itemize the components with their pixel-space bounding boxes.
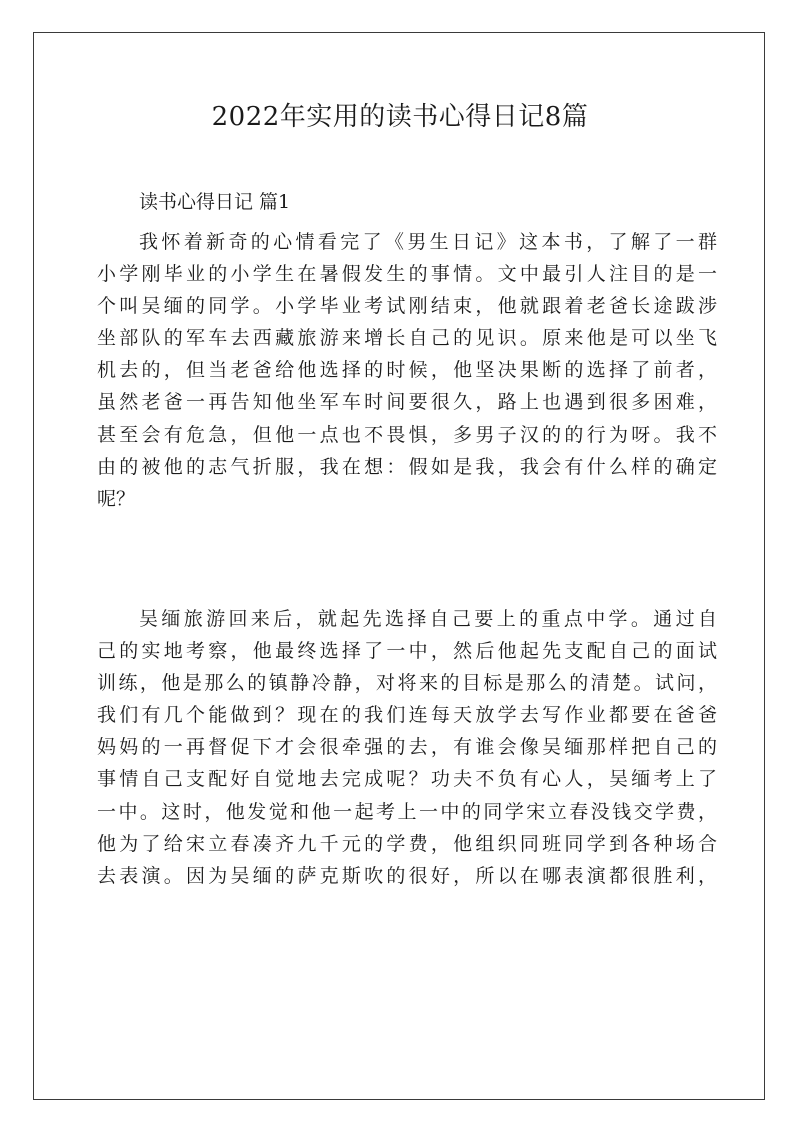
text-line: 小学刚毕业的小学生在暑假发生的事情。文中最引人注目的是一 [97,263,717,286]
text-line: 我怀着新奇的心情看完了《男生日记》这本书，了解了一群 [139,231,717,253]
text-line: 吴缅旅游回来后，就起先选择自己要上的重点中学。通过自 [139,608,717,630]
text-line: 甚至会有危急，但他一点也不畏惧，多男子汉的的行为呀。我不 [97,423,717,446]
text-line: 由的被他的志气折服，我在想：假如是我，我会有什么样的确定 [97,455,717,478]
document-title: 2022年实用的读书心得日记8篇 [211,102,589,132]
text-line: 坐部队的军车去西藏旅游来增长自己的见识。原来他是可以坐飞 [97,327,717,350]
paragraph-2 [97,603,717,892]
text-line: 去表演。因为吴缅的萨克斯吹的很好，所以在哪表演都很胜利， [97,864,717,887]
text-line: 虽然老爸一再告知他坐军车时间要很久，路上也遇到很多困难， [97,391,717,414]
text-line: 事情自己支配好自觉地去完成呢？功夫不负有心人，吴缅考上了 [97,768,717,791]
text-line: 一中。这时，他发觉和他一起考上一中的同学宋立春没钱交学费， [97,800,717,823]
text-line: 个叫吴缅的同学。小学毕业考试刚结束，他就跟着老爸长途跋涉 [97,295,717,318]
text-line: 呢？ [97,487,136,510]
text-line: 机去的，但当老爸给他选择的时候，他坚决果断的选择了前者， [97,359,717,382]
text-line: 训练，他是那么的镇静冷静，对将来的目标是那么的清楚。试问， [97,672,717,695]
text-line: 妈妈的一再督促下才会很牵强的去，有谁会像吴缅那样把自己的 [97,736,717,759]
text-line: 我们有几个能做到？现在的我们连每天放学去写作业都要在爸爸 [97,704,717,727]
paragraph-1 [97,226,717,515]
text-line: 他为了给宋立春凑齐九千元的学费，他组织同班同学到各种场合 [97,832,717,855]
section-heading: 读书心得日记 篇1 [139,191,291,213]
text-line: 己的实地考察，他最终选择了一中，然后他起先支配自己的面试 [97,640,717,663]
